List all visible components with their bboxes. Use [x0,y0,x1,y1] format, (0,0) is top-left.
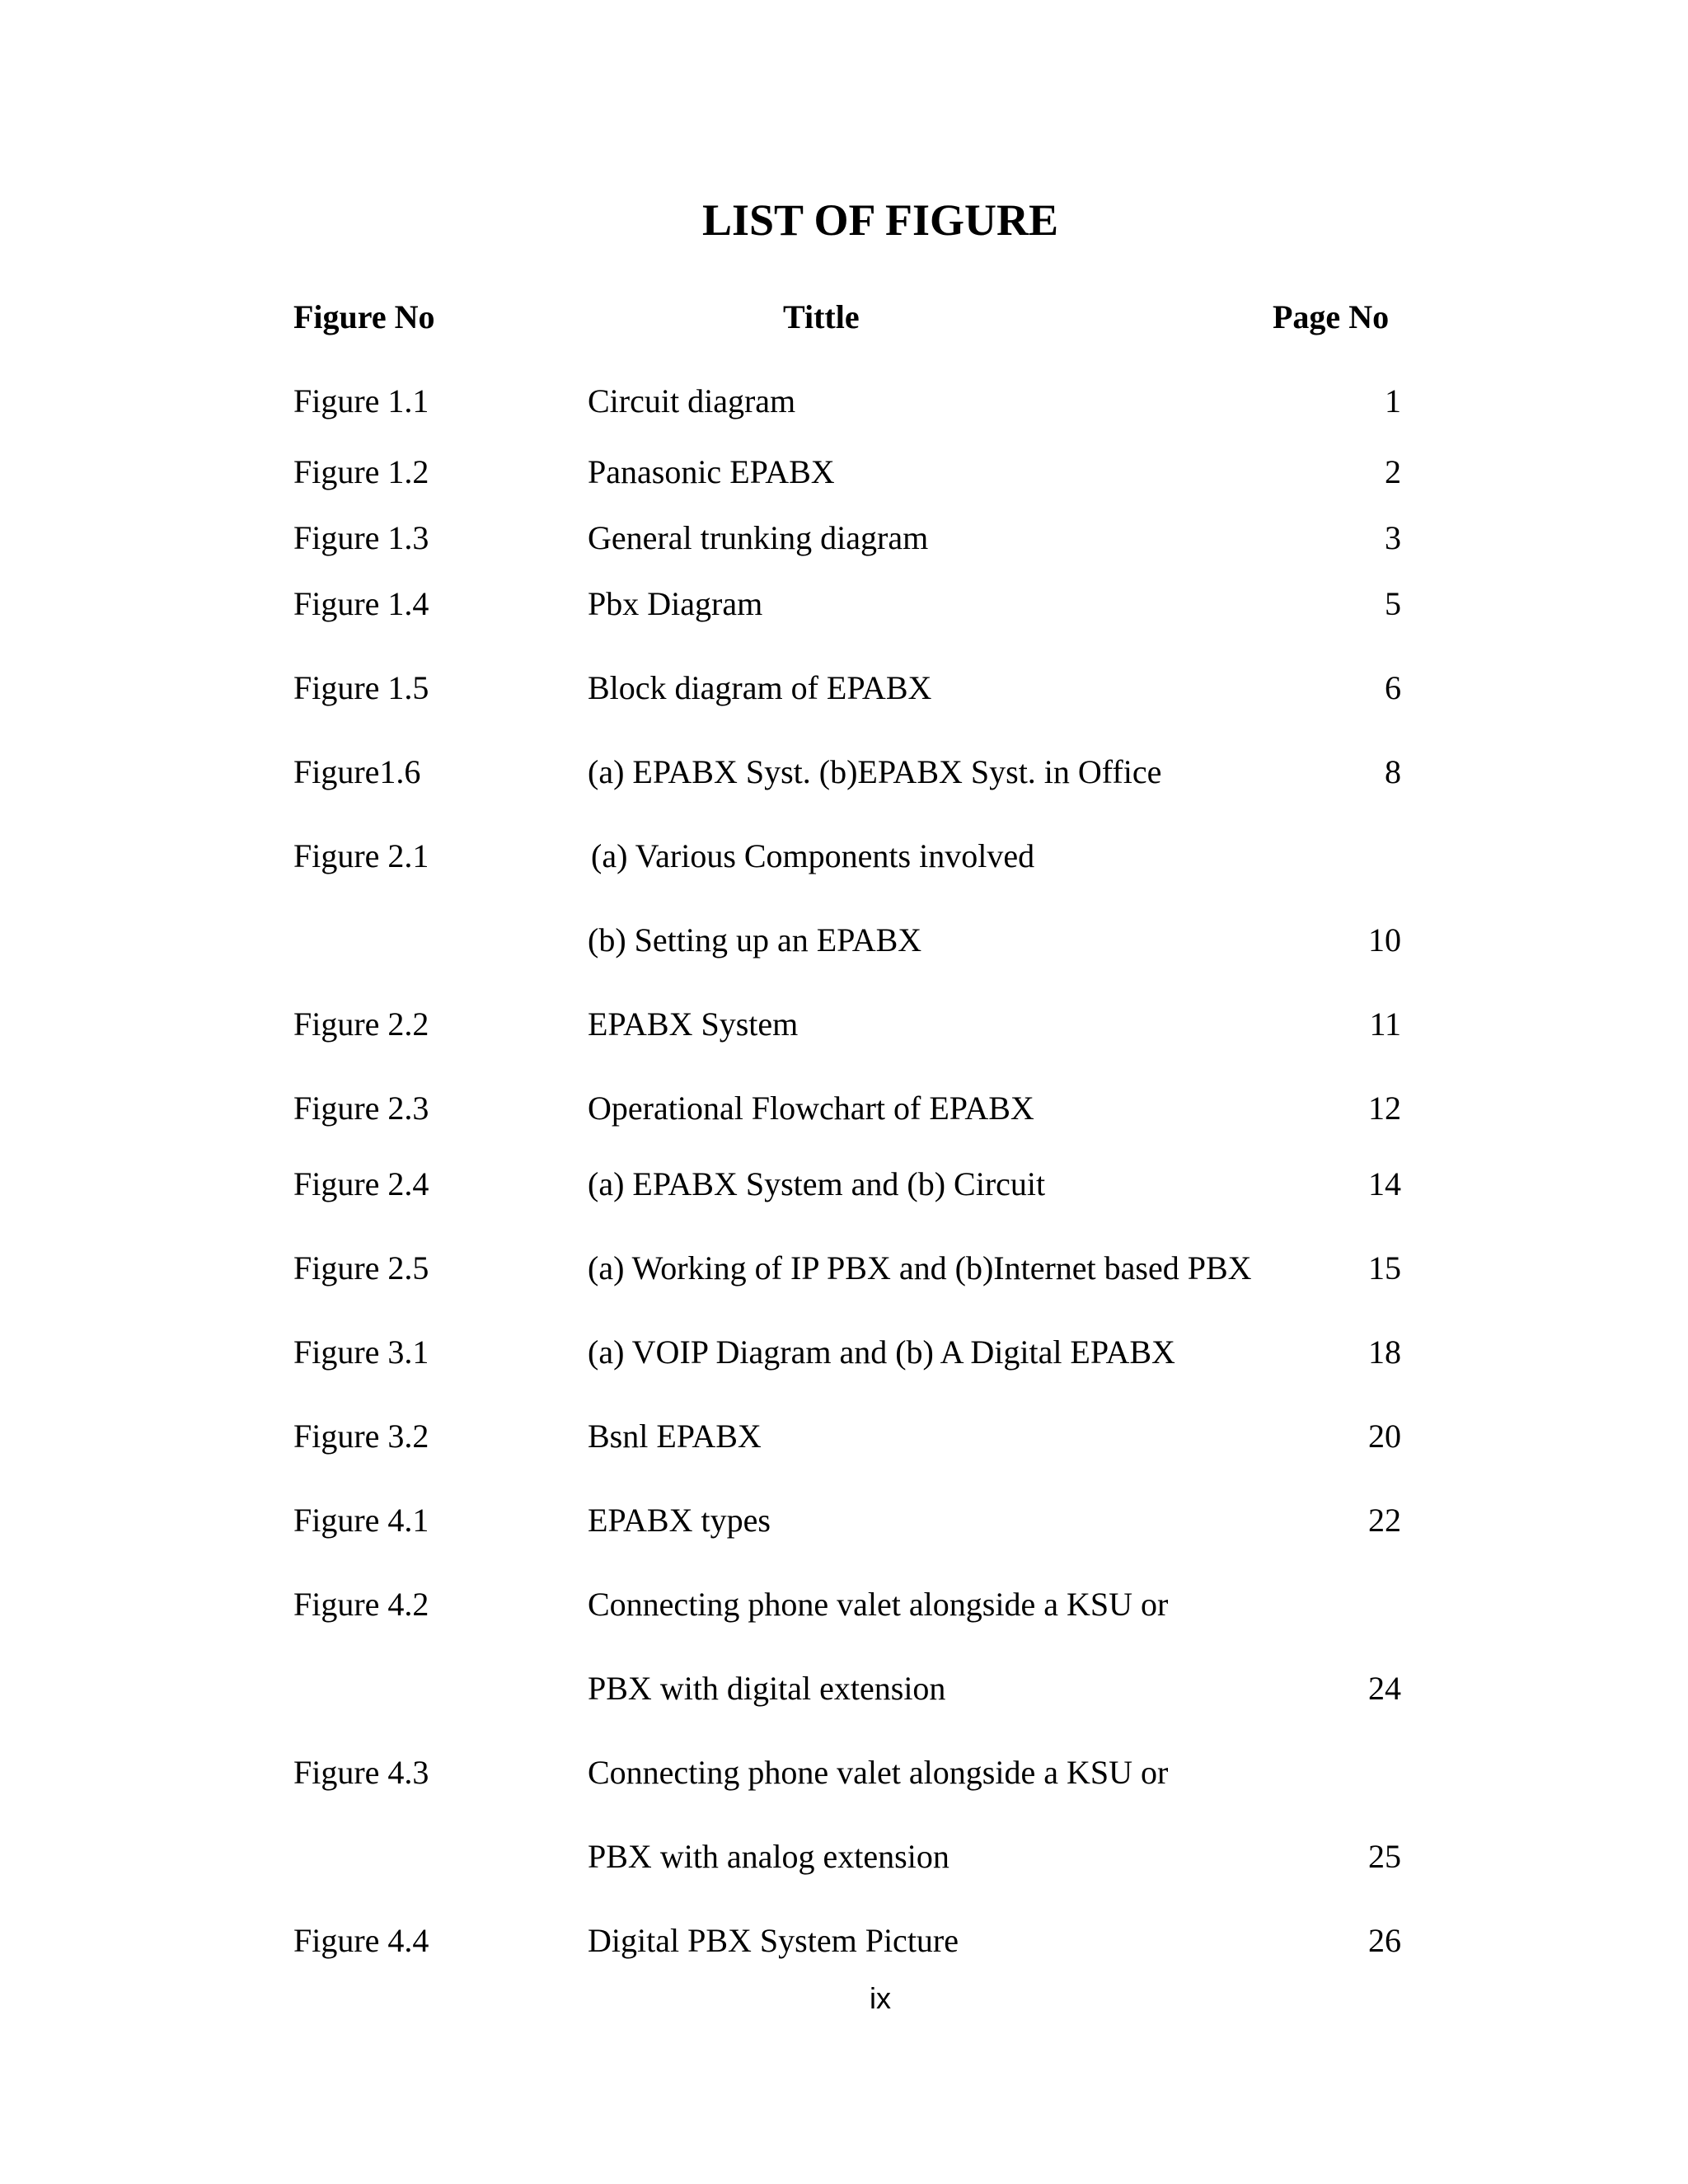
figure-row [0,666,1688,710]
figure-number: Figure 1.2 [293,453,429,490]
figure-row [0,582,1688,626]
figure-title: EPABX types [588,1502,771,1539]
figure-row [0,379,1688,424]
figure-row [0,1002,1688,1047]
figure-title: Digital PBX System Picture [588,1922,959,1959]
figure-row [0,1835,1688,1879]
figure-number: Figure 2.4 [293,1165,429,1202]
figure-number: Figure 2.2 [293,1005,429,1043]
figure-title: EPABX System [588,1005,799,1043]
figure-row [0,516,1688,560]
figure-title: PBX with analog extension [588,1838,950,1875]
figure-title: Operational Flowchart of EPABX [588,1090,1034,1127]
figure-number: Figure 3.2 [293,1418,429,1455]
figure-page: 24 [1368,1670,1401,1707]
figure-row [0,1086,1688,1131]
figure-title: Block diagram of EPABX [588,669,932,706]
figure-number: Figure 4.2 [293,1586,429,1623]
figure-title: (a) VOIP Diagram and (b) A Digital EPABX [588,1333,1175,1371]
figure-page: 26 [1368,1922,1401,1959]
figure-row [0,1162,1688,1207]
figure-number: Figure 2.3 [293,1090,429,1127]
figure-title: Circuit diagram [588,382,796,419]
figure-row [0,1246,1688,1291]
figure-row [0,450,1688,494]
figure-page: 15 [1368,1249,1401,1286]
figure-number: Figure 2.5 [293,1249,429,1286]
figure-page: 3 [1385,519,1401,556]
figure-row [0,918,1688,963]
figure-title: (a) EPABX Syst. (b)EPABX Syst. in Office [588,753,1162,790]
figure-title: (a) Various Components involved [591,837,1035,874]
figure-page: 1 [1385,382,1401,419]
figure-page: 5 [1385,585,1401,622]
figure-title: (b) Setting up an EPABX [588,921,922,958]
figure-number: Figure 1.4 [293,585,429,622]
figure-number: Figure 1.3 [293,519,429,556]
figure-title: Connecting phone valet alongside a KSU or [588,1586,1169,1623]
figure-number: Figure 1.1 [293,382,429,419]
figure-row [0,1414,1688,1459]
figure-number: Figure1.6 [293,753,421,790]
figure-row [0,1498,1688,1543]
figure-row [0,1582,1688,1627]
figure-page: 6 [1385,669,1401,706]
figure-page: 2 [1385,453,1401,490]
figure-page: 25 [1368,1838,1401,1875]
figure-title: Panasonic EPABX [588,453,835,490]
figure-page: 22 [1368,1502,1401,1539]
figure-title: (a) Working of IP PBX and (b)Internet based PBX [588,1249,1252,1286]
column-header-figure-no: Figure No [293,298,435,335]
figure-row [0,834,1688,879]
figure-page: 18 [1368,1333,1401,1371]
figure-title: Bsnl EPABX [588,1418,762,1455]
figure-title: (a) EPABX System and (b) Circuit [588,1165,1046,1202]
figure-row [0,1330,1688,1375]
figure-row [0,1919,1688,1963]
figure-number: Figure 2.1 [293,837,429,874]
figure-number: Figure 1.5 [293,669,429,706]
figure-row [0,750,1688,794]
figure-page: 20 [1368,1418,1401,1455]
figure-number: Figure 4.3 [293,1754,429,1791]
page-title: LIST OF FIGURE [701,195,1059,245]
figure-number: Figure 4.4 [293,1922,429,1959]
figure-page: 11 [1369,1005,1401,1043]
figure-page: 10 [1368,921,1401,958]
figure-page: 14 [1368,1165,1401,1202]
figure-row [0,1750,1688,1795]
figure-title: Pbx Diagram [588,585,763,622]
figure-title: Connecting phone valet alongside a KSU or [588,1754,1169,1791]
column-header-page-no: Page No [1273,298,1390,335]
column-header-title: Tittle [783,298,860,335]
figure-number: Figure 3.1 [293,1333,429,1371]
figure-page: 8 [1385,753,1401,790]
figure-page: 12 [1368,1090,1401,1127]
figure-row [0,1666,1688,1711]
page-number: ix [870,1981,891,2015]
figure-title: PBX with digital extension [588,1670,946,1707]
figure-number: Figure 4.1 [293,1502,429,1539]
figure-title: General trunking diagram [588,519,929,556]
